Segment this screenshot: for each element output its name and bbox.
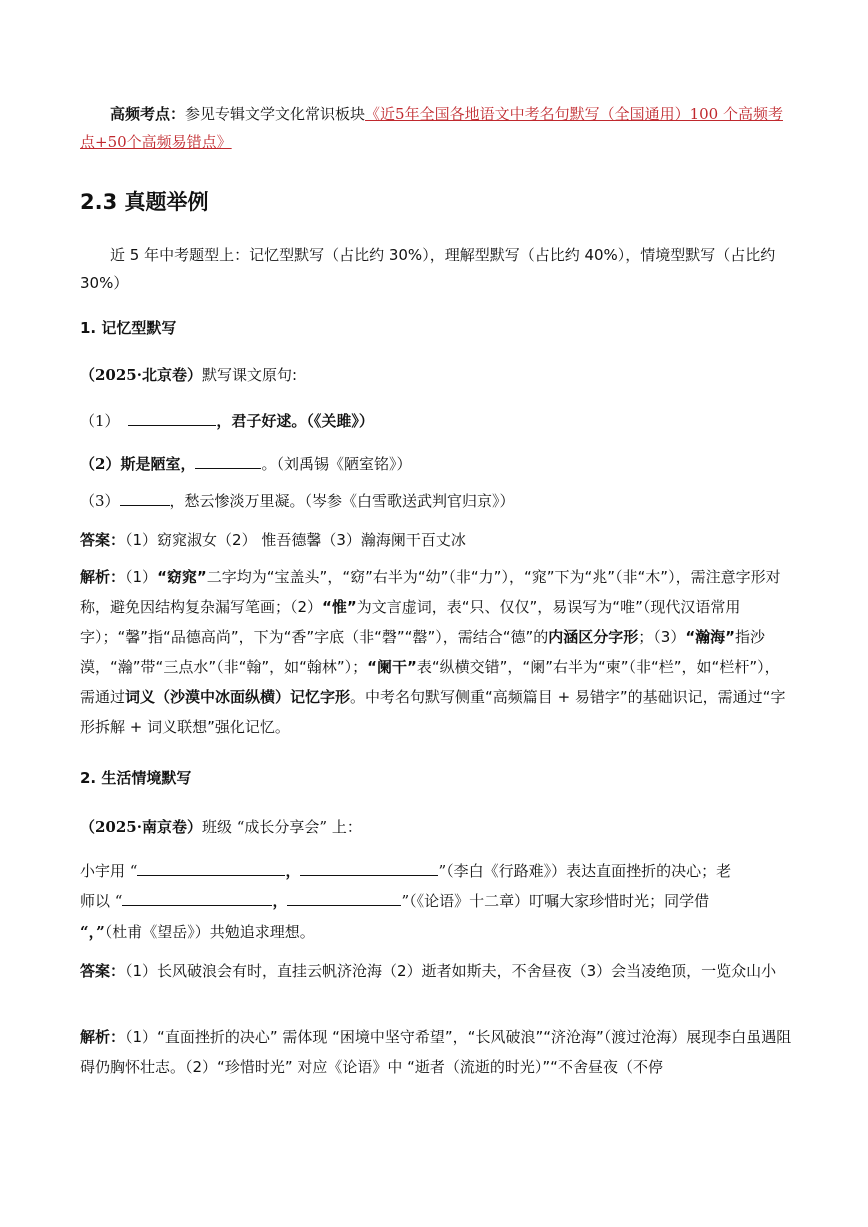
part2-analysis: [80, 1022, 792, 1082]
line1-lead: 小宇用 “: [80, 862, 138, 880]
q2-text-b: 。（刘禹锡《陋室铭》）: [261, 455, 412, 473]
part2-analysis-text: （1）“直面挫折的决心” 需体现 “困境中坚守希望”，“长风破浪”“济沧海”（渡过沧海）展现李白虽遇阻碍仍胸怀壮志。（2）“珍惜时光” 对应《论语》中 “逝者（流逝的时光）”“不舍昼夜（不停: [80, 1028, 792, 1076]
part1-analysis-label: 解析：: [80, 568, 126, 586]
line1-tail: ”（李白《行路难》）表达直面挫折的决心；老: [438, 862, 732, 880]
part2-line-3: [80, 918, 792, 946]
line1-comma: ，: [285, 862, 301, 880]
q3-number: （3）: [80, 492, 120, 510]
analysis-segment: 指沙漠，“瀚”带“三点水”（非“翰”，如“翰林”）；: [80, 628, 766, 676]
analysis-segment: 内涵区分字形: [548, 628, 639, 646]
intro-paragraph: 近 5 年中考题型上：记忆型默写（占比约 30%），理解型默写（占比约 40%），情境型默写（占比约 30%）: [80, 246, 776, 292]
q3-text: ，愁云惨淡万里凝。（岑参《白雪歌送武判官归京》）: [169, 492, 515, 510]
analysis-segment: “瀚海”: [685, 628, 736, 646]
hot-point-paragraph: [80, 100, 792, 156]
question-2: [80, 450, 792, 478]
section-title: 2.3 真题举例: [80, 190, 209, 214]
part2-analysis-label: 解析：: [80, 1028, 126, 1046]
part2-line-1: [80, 857, 792, 885]
analysis-segment: 。中考名句默写侧重“高频篇目 + 易错字”的基础识记，需通过“字形拆解 + 词义联想”强化记忆。: [80, 688, 786, 736]
part2-source-line: [80, 813, 792, 841]
q2-blank[interactable]: [195, 452, 261, 469]
part1-answer: [80, 526, 792, 554]
part2-answer-label: 答案：: [80, 962, 126, 980]
line2-comma: ，: [272, 892, 288, 910]
q3-blank[interactable]: [120, 489, 170, 506]
part2-heading: 2. 生活情境默写: [80, 769, 192, 787]
part2-context: 班级 “成长分享会” 上：: [201, 818, 362, 836]
analysis-segment: “窈窕”: [157, 568, 207, 586]
question-1: [80, 407, 792, 435]
line2-blank-2[interactable]: [287, 889, 401, 906]
line2-tail: ”（《论语》十二章）叮嘱大家珍惜时光；同学借: [401, 892, 710, 910]
part1-source-line: [80, 361, 792, 389]
hot-point-text: 参见专辑文学文化常识板块: [185, 105, 366, 123]
line2-blank-1[interactable]: [122, 889, 272, 906]
part2-answer-text: （1）长风破浪会有时，直挂云帆济沧海（2）逝者如斯夫，不舍昼夜（3）会当凌绝顶，一览众山小: [125, 962, 777, 980]
part1-answer-label: 答案：: [80, 531, 126, 549]
part1-analysis-body: [80, 568, 785, 736]
line1-blank-2[interactable]: [300, 859, 438, 876]
analysis-segment: “阑干”: [367, 658, 417, 676]
question-3: [80, 487, 792, 515]
hot-point-link[interactable]: 《近5年全国各地语文中考名句默写（全国通用）100 个高频考点+50个高频易错点》: [80, 105, 783, 151]
hot-point-label: 高频考点：: [110, 105, 186, 123]
q1-blank[interactable]: [128, 409, 216, 426]
line2-lead: 师以 “: [80, 892, 123, 910]
part2-source: （2025·南京卷）: [80, 818, 202, 836]
analysis-segment: 为文言虚词，表“只、仅仅”，易误写为“唯”（现代汉语常用字）；“馨”指“品德高尚”，下为“香”字底（非“磬”“罄”），需结合“德”的: [80, 598, 741, 646]
analysis-segment: 词义（沙漠中冰面纵横）记忆字形: [125, 688, 351, 706]
analysis-segment: 二字均为“宝盖头”，“窈”右半为“幼”（非“力”），“窕”下为“兆”（非“木”），需注意字形对称，避免因结构复杂漏写笔画；（2）: [80, 568, 781, 616]
part1-instruction: 默写课文原句:: [201, 366, 298, 384]
part2-line-2: [80, 887, 792, 915]
analysis-segment: 表“纵横交错”，“阑”右半为“柬”（非“栏”，如“栏杆”），需通过: [80, 658, 780, 706]
q2-text-a: 斯是陋室，: [120, 455, 196, 473]
q1-number: （1）: [80, 412, 120, 430]
analysis-segment: ；（3）: [638, 628, 686, 646]
line1-blank-1[interactable]: [137, 859, 285, 876]
line3-tail: （杜甫《望岳》）共勉追求理想。: [104, 923, 315, 941]
part2-answer: [80, 956, 792, 986]
part1-heading: 1. 记忆型默写: [80, 319, 177, 337]
analysis-segment: “惟”: [322, 598, 357, 616]
part1-answer-text: （1）窈窕淑女（2） 惟吾德馨（3）瀚海阑干百丈冰: [125, 531, 466, 549]
analysis-segment: （1）: [125, 568, 158, 586]
part1-source: （2025·北京卷）: [80, 366, 202, 384]
q1-text: ，君子好逑。（《关雎》）: [216, 412, 374, 430]
q2-number: （2）: [80, 455, 121, 473]
part1-analysis: [80, 562, 792, 742]
line3-quote: “，”: [80, 923, 105, 941]
